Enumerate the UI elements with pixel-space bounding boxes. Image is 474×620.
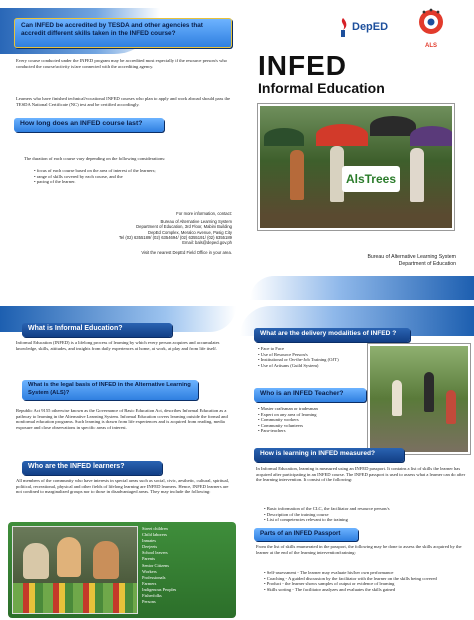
list-item: • Basic information of the CLC, the facilitator and resource person/s bbox=[264, 506, 464, 512]
contact-line: Tel (02) 6355189/ (02) 6354694/ (02) 6355191/ (02) 6355189 bbox=[118, 234, 232, 240]
list-item: • Self-assessment - The learner may evaluate his/her own performance bbox=[264, 570, 464, 576]
list-item: • Expert on any area of learning bbox=[258, 412, 368, 418]
accreditation-paragraph-2: Learners who have finished technical/vocational INFED courses who plan to apply and work abroad should pass the TESDA National Certificate (NC) test and be certified accordingly. bbox=[16, 96, 231, 107]
legal-question-banner bbox=[22, 380, 198, 400]
duration-question-text: How long does an INFED course last? bbox=[20, 120, 143, 127]
page-title: INFED bbox=[258, 50, 347, 81]
contact-heading: For more information, contact: bbox=[176, 211, 232, 216]
list-item: Senior Citizens bbox=[142, 562, 169, 568]
list-item: • pacing of the learner. bbox=[34, 179, 224, 185]
list-item: Farmers bbox=[142, 580, 157, 586]
list-item: Parents bbox=[142, 556, 155, 562]
list-item: • Institutional or On-the-Job Training (OJT) bbox=[258, 357, 368, 363]
who-question-text: Who are the INFED learners? bbox=[28, 463, 125, 470]
list-item: Workers bbox=[142, 568, 157, 574]
contact-line: DepEd Complex, Meralco Avenue, Pasig City bbox=[148, 229, 232, 235]
decorative-blue-footer bbox=[250, 276, 474, 300]
person-figure bbox=[392, 380, 402, 416]
teacher-list bbox=[258, 406, 368, 434]
accreditation-paragraph-1: Every course conducted under the INFED program may be accredited most especially if the resource person/s who conducted the course/activity is/are connected with the accrediting agency. bbox=[16, 58, 227, 69]
teacher-question-banner bbox=[254, 388, 366, 402]
list-item: • Coaching - A guided discussion by the facilitator with the learner on the skills being covered bbox=[264, 576, 464, 582]
deped-logo bbox=[332, 14, 388, 40]
list-item: • Face to Face bbox=[258, 346, 368, 352]
deped-torch-icon bbox=[332, 16, 354, 38]
umbrella-green bbox=[264, 128, 304, 146]
list-item: • Para-teachers bbox=[258, 428, 368, 434]
person-figure bbox=[424, 372, 434, 412]
page-subtitle: Informal Education bbox=[258, 80, 385, 96]
passport-question-banner bbox=[254, 528, 358, 541]
people-group bbox=[93, 541, 119, 579]
contact-block bbox=[40, 211, 232, 255]
list-item: • Skills sorting - The facilitator analyzes and evaluates the skills gained bbox=[264, 587, 464, 593]
list-item: Child laborers bbox=[142, 532, 167, 538]
contact-line: Bureau of Alternative Learning System bbox=[160, 219, 232, 225]
list-item: School leavers bbox=[142, 550, 168, 556]
measure-question-banner bbox=[254, 448, 404, 462]
visit-line: Visit the nearest DepEd Field Office in your area. bbox=[141, 250, 232, 256]
list-item: • List of competencies relevant to the training bbox=[264, 517, 464, 523]
als-emblem-icon bbox=[412, 8, 450, 38]
deped-logo-text: DepED bbox=[352, 21, 389, 33]
bureau-name: Bureau of Alternative Learning System bbox=[367, 254, 456, 260]
list-item: • Description of the training course bbox=[264, 512, 464, 518]
passport-paragraph: From the list of skills enumerated in the passport, the following may be done to assess the skills acquired by the learner at the end of the learning intervention/training: bbox=[256, 544, 462, 555]
measure-list bbox=[264, 506, 464, 523]
als-trees-sign bbox=[342, 166, 400, 192]
list-item: Deejeets bbox=[142, 544, 158, 550]
delivery-question-text: What are the delivery modalities of INFED ? bbox=[260, 330, 397, 337]
bottom-spread bbox=[0, 306, 474, 620]
list-item: Inmates bbox=[142, 538, 156, 544]
list-item: Professionals bbox=[142, 574, 166, 580]
people-group bbox=[57, 537, 81, 577]
duration-question-banner bbox=[14, 118, 164, 132]
what-question-banner bbox=[22, 323, 172, 337]
umbrella-red bbox=[316, 124, 368, 146]
duration-list bbox=[34, 168, 224, 185]
what-question-text: What is Informal Education? bbox=[28, 325, 123, 332]
duration-paragraph: The duration of each course vary depending on the following considerations: bbox=[24, 156, 166, 161]
person-figure bbox=[290, 150, 304, 200]
who-question-banner bbox=[22, 461, 162, 475]
umbrella-purple bbox=[410, 126, 454, 146]
list-item: • focus of each course based on the area of interest of the learners; bbox=[34, 168, 224, 174]
learners-head: Street children bbox=[142, 526, 168, 531]
contact-line: Department of Education, 3rd Floor, Mabini Building bbox=[136, 224, 232, 230]
passport-list bbox=[264, 570, 464, 592]
als-logo-text: ALS bbox=[425, 43, 437, 49]
accreditation-question-banner bbox=[14, 18, 232, 48]
list-item: • Community workers bbox=[258, 417, 368, 423]
who-paragraph: All members of the community who have interests in special areas such as social, civic, aesthetic, cultural, spiritual, political, recreational, physical and other fields of lifelong learning are INFED learners. Hence, INFED learners are not confined to marginalized groups nor to those in disadvantaged areas. They may include the following: bbox=[16, 478, 230, 495]
tree-planting-photo bbox=[258, 104, 454, 230]
measure-question-text: How is learning in INFED measured? bbox=[260, 450, 376, 457]
contact-line: Email: bals@deped.gov.ph bbox=[182, 240, 232, 246]
measure-paragraph: In Informal Education, learning is measured using an INFED passport. It contains a list of skills the learner has acquired after participating in an INFED course. The INFED passport is used to assess what a learner can do after the learning intervention. It consist of the following: bbox=[256, 466, 466, 483]
vegetables-table bbox=[13, 583, 138, 614]
list-item: • Community volunteers bbox=[258, 423, 368, 429]
list-item: • Product - the learner shows samples of output or evidence of learning bbox=[264, 581, 464, 587]
top-spread bbox=[0, 0, 474, 300]
list-item: • Master craftsman or tradesman bbox=[258, 406, 368, 412]
teacher-question-text: Who is an INFED Teacher? bbox=[260, 390, 344, 397]
sign-text: AlsTrees bbox=[345, 172, 397, 186]
learners-photo bbox=[12, 526, 138, 614]
people-group bbox=[23, 543, 49, 579]
delivery-list bbox=[258, 346, 368, 368]
department-name: Department of Education bbox=[398, 261, 456, 267]
accreditation-question-text: Can INFED be accredited by TESDA and other agencies that accredit different skills taken in the INFED course? bbox=[21, 22, 203, 37]
list-item: Indigenous Peoples bbox=[142, 586, 177, 592]
list-item: • Use of Resource Person/s bbox=[258, 352, 368, 358]
legal-question-text: What is the legal basis of INFED in the Alternative Learning System (ALS)? bbox=[28, 382, 191, 396]
legal-paragraph: Republic Act 9155 otherwise known as the Governance of Basic Education Act, describes Informal Education as a pathway to learning in the Alternative Learning System. Informal Education covers learning outside the formal and nonformal education programs. Such learning is drawn from life experiences and is acquired from reading, media exposure and close observations in specific areas of interest. bbox=[16, 408, 228, 430]
learners-list-box bbox=[142, 526, 232, 614]
person-figure bbox=[410, 148, 424, 202]
list-item: Fisherfolks bbox=[142, 593, 162, 599]
list-item: Persons bbox=[142, 599, 156, 605]
outdoor-activity-photo bbox=[368, 344, 470, 454]
umbrella-dark bbox=[370, 116, 416, 136]
bureau-block bbox=[300, 254, 456, 268]
delivery-question-banner bbox=[254, 328, 410, 342]
person-figure bbox=[446, 390, 456, 424]
what-paragraph: Informal Education (INFED) is a lifelong process of learning by which every person acquires and accumulates knowledge, skills, attitudes, and insights from daily experiences at home, at work, at play and from life itself. bbox=[16, 340, 220, 351]
als-logo bbox=[412, 8, 450, 49]
passport-question-text: Parts of an INFED Passport bbox=[260, 530, 341, 537]
learners-panel bbox=[8, 522, 236, 618]
list-item: • range of skills covered by each course, and the bbox=[34, 174, 224, 180]
list-item: • Use of Artisans (Guild System) bbox=[258, 363, 368, 369]
